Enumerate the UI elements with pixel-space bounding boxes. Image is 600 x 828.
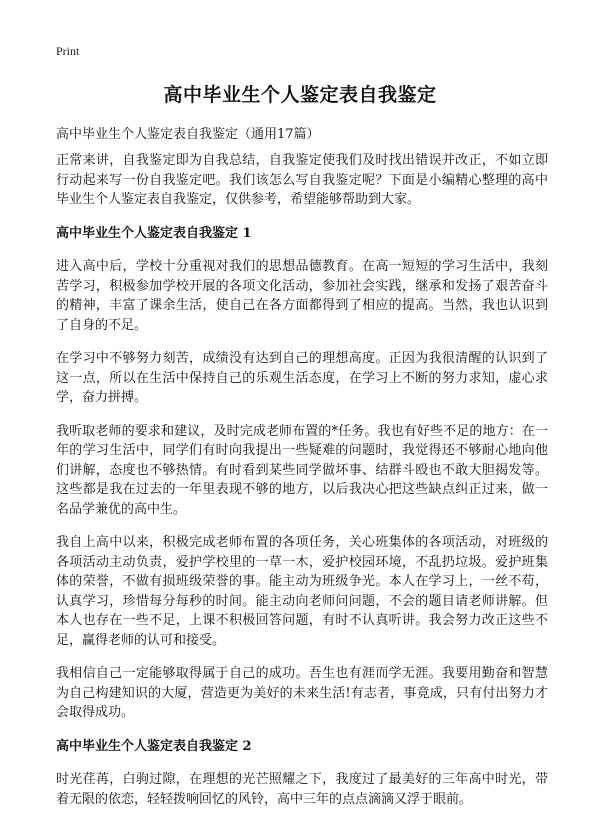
page-subtitle: 高中毕业生个人鉴定表自我鉴定（通用17篇） bbox=[56, 127, 320, 142]
body-paragraph: 时光荏苒，白驹过隙，在理想的光芒照耀之下，我度过了最美好的三年高中时光，带着无限的依恋，轻轻拨响回忆的风铃，高中三年的点点滴滴又浮于眼前。 bbox=[56, 772, 548, 807]
section-heading: 高中毕业生个人鉴定表自我鉴定 1 bbox=[56, 225, 252, 241]
section-heading: 高中毕业生个人鉴定表自我鉴定 2 bbox=[56, 738, 252, 754]
intro-paragraph: 正常来讲，自我鉴定即为自我总结，自我鉴定使我们及时找出错误并改正，不如立即行动起来写一份自我鉴定吧。我们该怎么写自我鉴定呢？下面是小编精心整理的高中毕业生个人鉴定表自我鉴定，仅供参考，希望能够帮助到大家。 bbox=[56, 153, 548, 207]
body-paragraph: 我相信自己一定能够取得属于自己的成功。吾生也有涯而学无涯。我要用勤奋和智慧为自己构建知识的大厦，营造更为美好的未来生活!有志者，事竟成，只有付出努力才会取得成功。 bbox=[56, 666, 548, 720]
body-paragraph: 在学习中不够努力刻苦，成绩没有达到自己的理想高度。正因为我很清醒的认识到了这一点，所以在生活中保持自己的乐观生活态度，在学习上不断的努力求知，虚心求学，奋力拼搏。 bbox=[56, 351, 548, 405]
body-paragraph: 我自上高中以来，积极完成老师布置的各项任务，关心班集体的各项活动，对班级的各项活动主动负责，爱护学校里的一草一木，爱护校园环境，不乱扔垃圾。爱护班集体的荣誉，不做有损班级荣誉的事。能主动为班级争光。本人在学习上，一丝不苟，认真学习，珍惜每分每秒的时间。能主动向老师问问题，不会的题目请老师讲解。但本人也存在一些不足，上课不积极回答问题，有时不认真听讲。我会努力改正这些不足，赢得老师的认可和接受。 bbox=[56, 535, 548, 648]
body-paragraph: 进入高中后，学校十分重视对我们的思想品德教育。在高一短短的学习生活中，我刻苦学习，积极参加学校开展的各项文化活动，参加社会实践，继承和发扬了艰苦奋斗的精神，丰富了课余生活，使自己在各方面都得到了相应的提高。当然，我也认识到了自身的不足。 bbox=[56, 259, 548, 333]
body-paragraph: 我听取老师的要求和建议，及时完成老师布置的*任务。我也有好些不足的地方：在一年的学习生活中，同学们有时向我提出一些疑难的问题时，我觉得还不够耐心地向他们讲解，态度也不够热情。有时看到某些同学做坏事、结群斗殴也不敢大胆揭发等。这些都是我在过去的一年里表现不够的地方，以后我决心把这些缺点纠正过来，做一名品学兼优的高中生。 bbox=[56, 423, 548, 517]
print-label[interactable]: Print bbox=[56, 44, 80, 58]
article-body bbox=[56, 151, 548, 823]
page-title: 高中毕业生个人鉴定表自我鉴定 bbox=[163, 84, 437, 106]
